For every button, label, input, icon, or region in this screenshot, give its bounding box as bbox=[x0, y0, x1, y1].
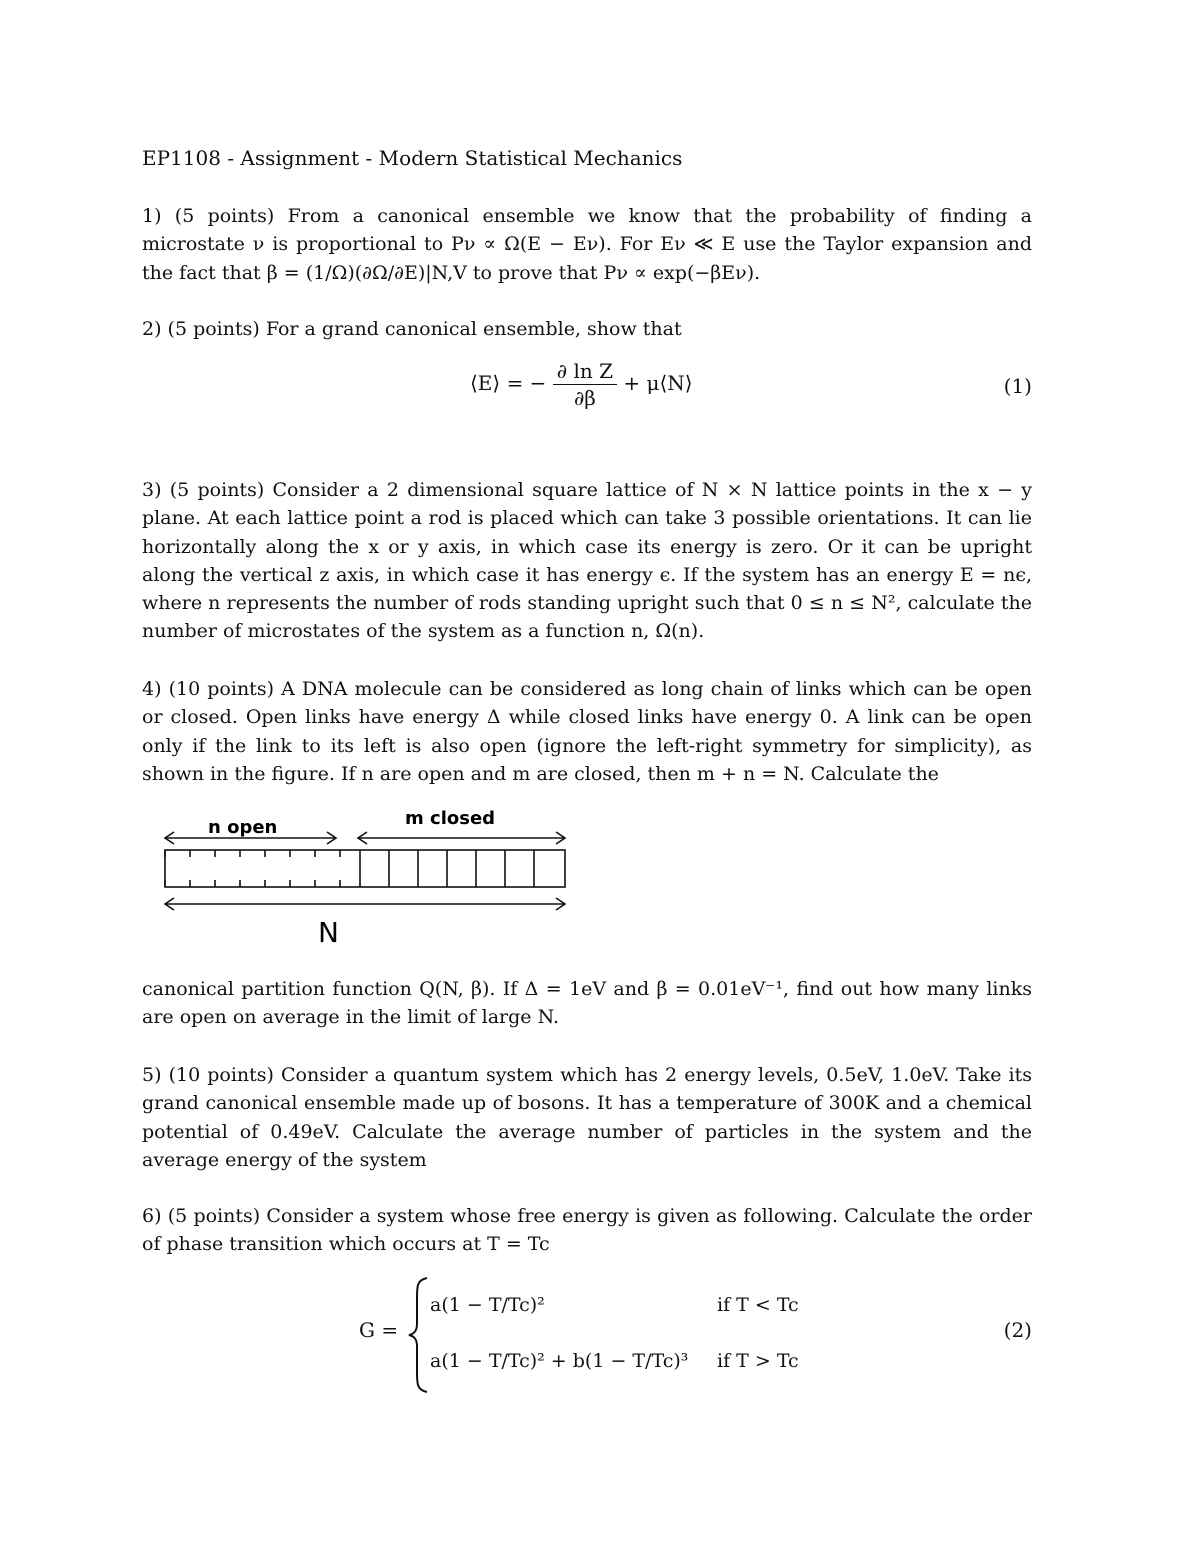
eq1-frac-numerator: ∂ ln Z bbox=[553, 358, 617, 385]
open-label: n open bbox=[208, 817, 278, 838]
eq1-frac-denominator: ∂β bbox=[573, 386, 596, 410]
closed-arrow bbox=[358, 832, 565, 844]
eq2-lhs: G = bbox=[359, 1318, 399, 1342]
question-2: 2) (5 points) For a grand canonical ensemble, show that bbox=[142, 318, 682, 340]
question-3: 3) (5 points) Consider a 2 dimensional square lattice of N × N lattice points in the x − y plane. At each lattice point a rod is placed which can take 3 possible orientations. It can lie horizontally along the x or y axis, in which case its energy is zero. Or it can be upright along the vertical z axis, in which case it has energy ϵ. If the system has an energy E = nϵ, where n represents the number of rods standing upright such that 0 ≤ n ≤ N², calculate the number of microstates of the system as a function n, Ω(n). bbox=[142, 479, 1032, 643]
closed-label: m closed bbox=[405, 808, 496, 829]
eq2-condition-1: if T < Tc bbox=[717, 1294, 799, 1316]
eq2-brace bbox=[407, 1276, 429, 1394]
eq1-lhs: ⟨E⟩ = − bbox=[470, 371, 547, 395]
eq2-case-2: a(1 − T/Tc)² + b(1 − T/Tc)³ bbox=[430, 1350, 689, 1372]
equation-2 bbox=[142, 1270, 1032, 1400]
eq1-fraction bbox=[553, 358, 617, 411]
eq2-case-1: a(1 − T/Tc)² bbox=[430, 1294, 545, 1316]
eq2-condition-2: if T > Tc bbox=[717, 1350, 799, 1372]
equation-1 bbox=[142, 358, 1032, 418]
closed-links bbox=[360, 850, 534, 887]
document-title: EP1108 - Assignment - Modern Statistical Mechanics bbox=[142, 146, 683, 170]
eq1-rhs: + μ⟨N⟩ bbox=[623, 371, 693, 395]
question-6: 6) (5 points) Consider a system whose free energy is given as following. Calculate the order of phase transition which occurs at T = Tc bbox=[142, 1205, 1032, 1256]
total-label: N bbox=[318, 916, 339, 949]
total-arrow bbox=[165, 898, 565, 910]
eq1-number: (1) bbox=[1003, 374, 1032, 398]
eq2-number: (2) bbox=[1003, 1318, 1032, 1342]
question-5: 5) (10 points) Consider a quantum system which has 2 energy levels, 0.5eV, 1.0eV. Take its grand canonical ensemble made up of bosons. It has a temperature of 300K and a chemical potential of 0.49eV. Calculate the average number of particles in the system and the average energy of the system bbox=[142, 1064, 1032, 1171]
question-4-part-2: canonical partition function Q(N, β). If Δ = 1eV and β = 0.01eV⁻¹, find out how many links are open on average in the limit of large N. bbox=[142, 978, 1032, 1029]
question-1: 1) (5 points) From a canonical ensemble we know that the probability of finding a microstate ν is proportional to Pν ∝ Ω(E − Eν). For Eν ≪ E use the Taylor expansion and the fact that β = (1/Ω)(∂Ω/∂E)|N,V to prove that Pν ∝ exp(−βEν). bbox=[142, 205, 1032, 284]
question-4-part-1: 4) (10 points) A DNA molecule can be considered as long chain of links which can be open or closed. Open links have energy Δ while closed links have energy 0. A link can be open only if the link to its left is also open (ignore the left-right symmetry for simplicity), as shown in the figure. If n are open and m are closed, then m + n = N. Calculate the bbox=[142, 678, 1032, 785]
dna-chain-figure bbox=[160, 800, 580, 950]
open-links bbox=[165, 850, 340, 887]
